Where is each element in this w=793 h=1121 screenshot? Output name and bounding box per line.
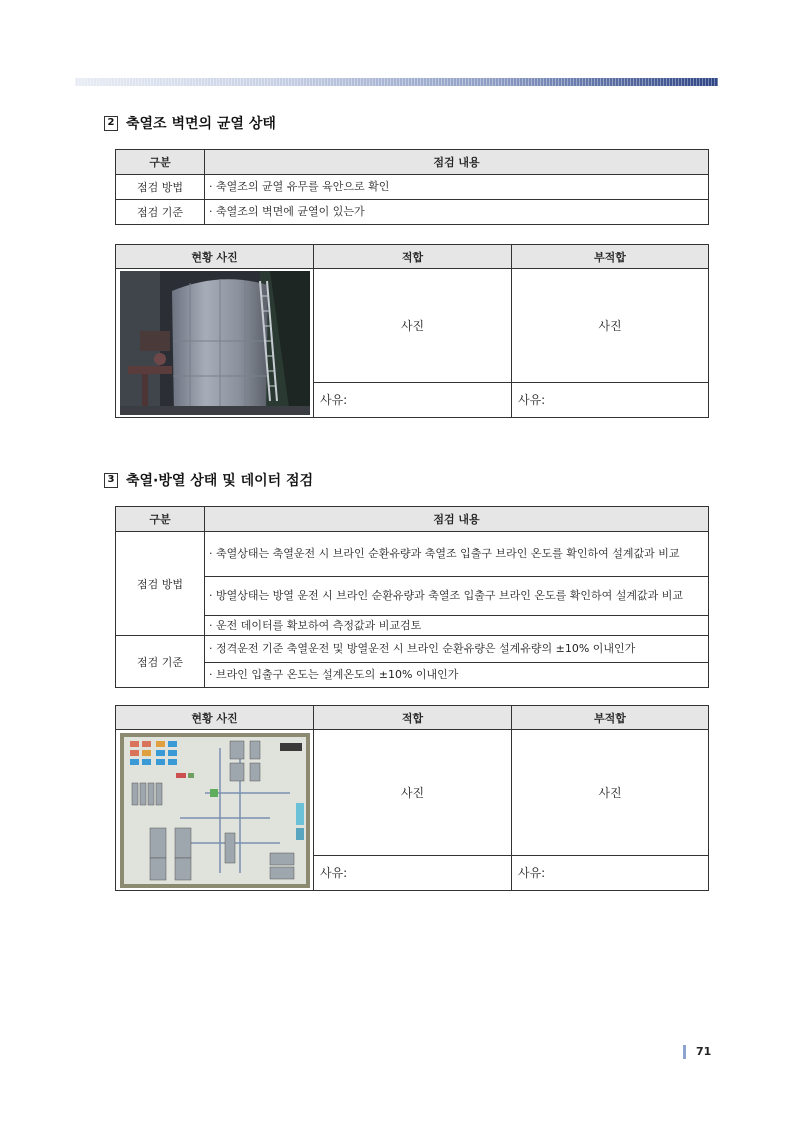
unsuitable-reason: 사유:	[512, 382, 709, 417]
method-item: · 축열상태는 축열운전 시 브라인 순환유량과 축열조 입출구 브라인 온도를 확인하여 설계값과 비교	[205, 532, 709, 577]
section-2-number: 2	[104, 116, 118, 131]
storage-tank-photo	[120, 271, 310, 415]
section-3-title-text: 축열·방열 상태 및 데이터 점검	[126, 473, 314, 489]
suitable-photo-placeholder: 사진	[314, 730, 512, 856]
section-3-photo-table	[115, 705, 709, 891]
table-row	[116, 175, 709, 200]
header-category: 구분	[116, 507, 205, 532]
unsuitable-photo-placeholder: 사진	[512, 730, 709, 856]
current-photo-cell	[116, 730, 314, 891]
standard-item: · 브라인 입출구 온도는 설계온도의 ±10% 이내인가	[205, 663, 709, 688]
section-2-photo-table	[115, 244, 709, 418]
header-unsuitable: 부적합	[512, 245, 709, 269]
standard-label: 점검 기준	[116, 636, 205, 688]
unsuitable-photo-placeholder: 사진	[512, 269, 709, 383]
table-header-row	[116, 150, 709, 175]
control-screen-photo	[120, 733, 310, 888]
header-suitable: 적합	[314, 706, 512, 730]
standard-item: · 정격운전 기준 축열운전 및 방열운전 시 브라인 순환유량은 설계유량의 ±10% 이내인가	[205, 636, 709, 663]
method-item: · 운전 데이터를 확보하여 측정값과 비교검토	[205, 616, 709, 636]
header-content: 점검 내용	[205, 150, 709, 175]
header-unsuitable: 부적합	[512, 706, 709, 730]
suitable-reason: 사유:	[314, 855, 512, 890]
section-3-number: 3	[104, 473, 118, 488]
unsuitable-reason: 사유:	[512, 855, 709, 890]
method-label: 점검 방법	[116, 532, 205, 636]
current-photo-cell	[116, 269, 314, 418]
header-current-photo: 현황 사진	[116, 245, 314, 269]
method-item: · 방열상태는 방열 운전 시 브라인 순환유량과 축열조 입출구 브라인 온도를 확인하여 설계값과 비교	[205, 577, 709, 616]
row-label: 점검 방법	[116, 175, 205, 200]
row-label: 점검 기준	[116, 200, 205, 225]
section-2-title	[104, 113, 276, 133]
row-text: · 축열조의 벽면에 균열이 있는가	[205, 200, 709, 225]
header-current-photo: 현황 사진	[116, 706, 314, 730]
table-row	[116, 200, 709, 225]
suitable-photo-placeholder: 사진	[314, 269, 512, 383]
section-3-title	[104, 470, 313, 490]
suitable-reason: 사유:	[314, 382, 512, 417]
header-category: 구분	[116, 150, 205, 175]
page-number: 71	[683, 1045, 711, 1059]
header-suitable: 적합	[314, 245, 512, 269]
section-2-title-text: 축열조 벽면의 균열 상태	[126, 116, 276, 132]
section-2-inspection-table	[115, 149, 709, 225]
section-3-inspection-table	[115, 506, 709, 688]
header-content: 점검 내용	[205, 507, 709, 532]
row-text: · 축열조의 균열 유무를 육안으로 확인	[205, 175, 709, 200]
header-decorative-bar	[75, 78, 718, 86]
